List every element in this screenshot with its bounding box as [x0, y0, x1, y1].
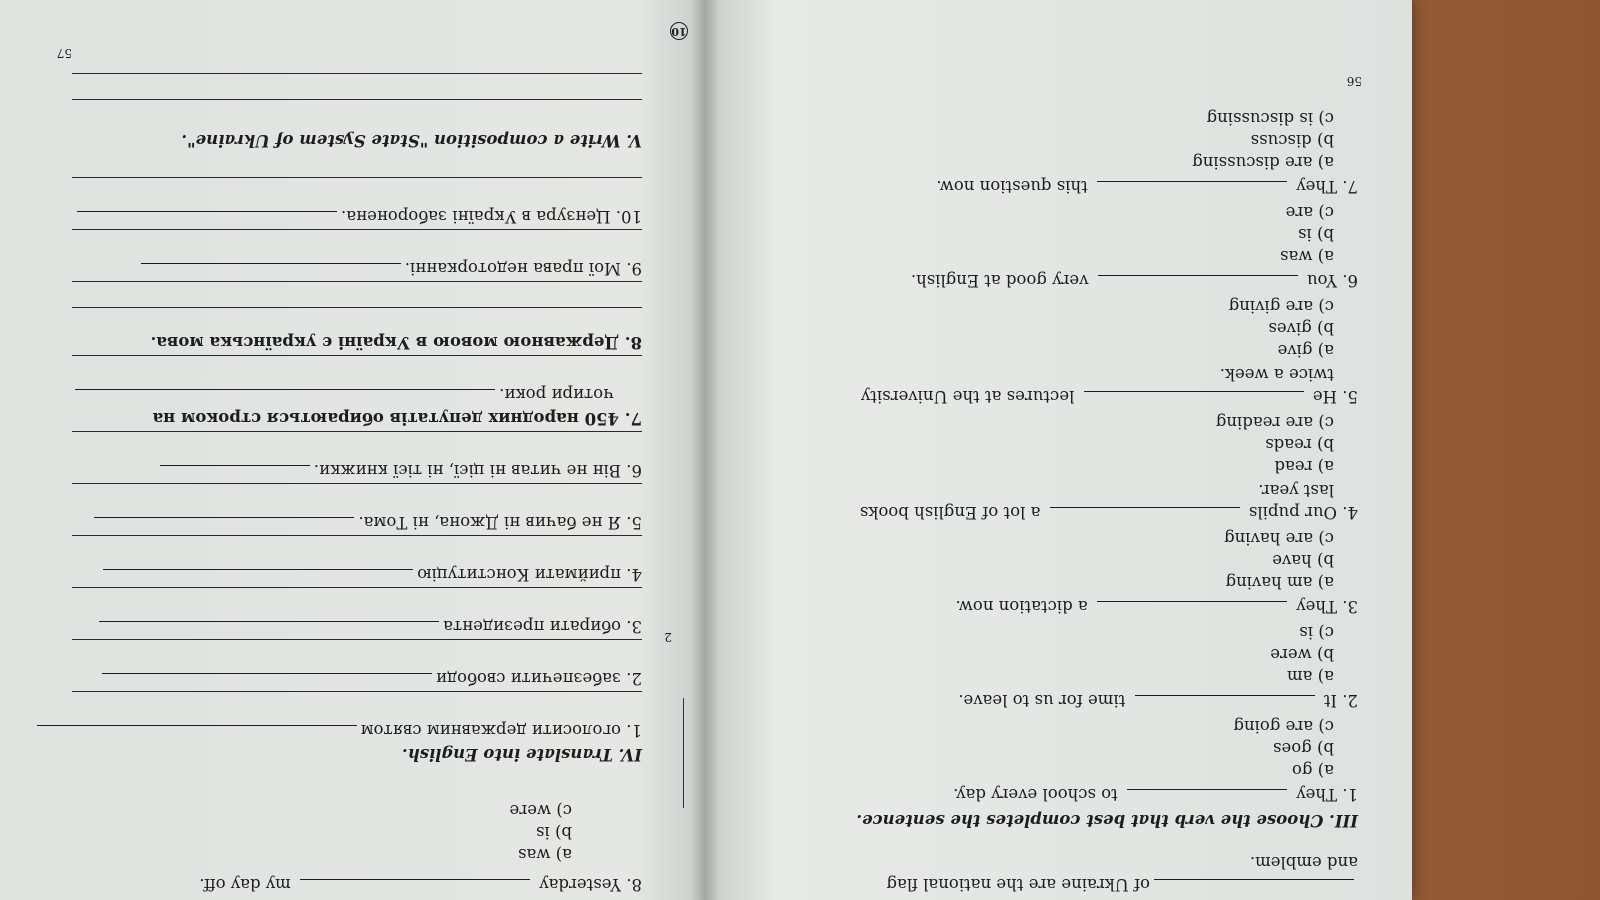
option[interactable]: a) was	[1280, 247, 1334, 266]
option[interactable]: b) have	[1272, 551, 1334, 570]
answer-blank[interactable]	[1097, 181, 1287, 196]
answer-blank[interactable]	[1097, 601, 1287, 616]
answer-line[interactable]	[72, 587, 642, 588]
page-edge-mark	[683, 698, 684, 808]
answer-blank[interactable]	[300, 879, 530, 894]
answer-line[interactable]	[72, 229, 642, 230]
carryover-line: of Ukraine are the national flag	[886, 874, 1358, 894]
page-57	[22, 0, 687, 900]
option[interactable]: a) are discussing	[1192, 153, 1334, 172]
option[interactable]: b) discuss	[1250, 131, 1334, 150]
option[interactable]: a) was	[518, 845, 572, 864]
translate-item: 5. Я не бачив ні Джона, ні Тома.	[90, 512, 642, 532]
option[interactable]: a) read	[1274, 457, 1334, 476]
option[interactable]: b) is	[536, 823, 572, 842]
option[interactable]: b) reads	[1265, 435, 1334, 454]
translate-item: 7. 450 народних депутатів обираються строком на	[152, 409, 642, 428]
option[interactable]: c) were	[509, 801, 572, 820]
option[interactable]: c) are	[1285, 203, 1334, 222]
margin-mark: 2	[664, 630, 672, 644]
answer-blank[interactable]	[77, 211, 337, 226]
translate-item: 10. Цензура в Україні заборонена.	[73, 206, 642, 226]
option[interactable]: c) are having	[1224, 529, 1334, 548]
option[interactable]: b) goes	[1273, 739, 1334, 758]
answer-line[interactable]	[72, 483, 642, 484]
option[interactable]: b) were	[1270, 645, 1334, 664]
carryover-line-2: and emblem.	[1249, 853, 1358, 872]
answer-blank[interactable]	[141, 263, 401, 278]
option[interactable]: c) is discussing	[1206, 109, 1334, 128]
answer-blank[interactable]	[1154, 879, 1354, 894]
option[interactable]: c) are giving	[1228, 297, 1334, 316]
answer-blank[interactable]	[99, 621, 439, 636]
translate-item: 8. Державною мовою в Україні є українська мова.	[150, 333, 642, 352]
option[interactable]: c) is	[1299, 623, 1334, 642]
translate-item-continuation: чотири роки.	[71, 384, 614, 404]
answer-line[interactable]	[72, 355, 642, 356]
question-continuation: last year.	[1258, 481, 1334, 500]
option[interactable]: b) is	[1298, 225, 1334, 244]
book-spine	[690, 0, 720, 900]
answer-blank[interactable]	[103, 569, 413, 584]
translate-item: 3. обирати президента	[95, 616, 642, 636]
answer-line[interactable]	[72, 431, 642, 432]
answer-line[interactable]	[72, 535, 642, 536]
answer-blank[interactable]	[37, 725, 357, 740]
section-iv-title: IV. Translate into English.	[401, 745, 642, 764]
circled-page-marker: 10	[670, 22, 688, 40]
answer-line[interactable]	[72, 691, 642, 692]
answer-line[interactable]	[72, 73, 642, 74]
answer-blank[interactable]	[75, 389, 495, 404]
translate-item: 1. оголосити державним святом	[33, 720, 642, 740]
translate-item: 6. Він не читав ні цієї, ні тієї книжки.	[156, 460, 642, 480]
answer-blank[interactable]	[1135, 695, 1315, 710]
translate-item: 4. приймати Конституцію	[99, 564, 642, 584]
option[interactable]: b) gives	[1268, 319, 1334, 338]
page-56: of Ukraine are the national flag and emblem. III. Choose the verb that best completes the sentence. 1. They to school every day. a) go b) goes c) are going 2. It time for us to leave. a) am b) were c) is 3. They a dictation now. a) am having b) have c) are having 4. Our pupils a lot of English books last year. a) read b) reads c) are reading 5. He lectures at the University twice a week. a) give b) gives c) are giving 6. You very good at English. a) was b) is c) are 7. They this question now. a) are discussing b) discuss c) is discussing 56	[856, 74, 1362, 894]
option[interactable]: a) am	[1286, 667, 1334, 686]
answer-line[interactable]	[72, 177, 642, 178]
answer-blank[interactable]	[160, 465, 310, 480]
option[interactable]: a) give	[1277, 341, 1334, 360]
answer-line[interactable]	[72, 307, 642, 308]
translate-item: 2. забезпечити свободи	[98, 668, 642, 688]
answer-blank[interactable]	[1127, 789, 1287, 804]
question-8: 8. Yesterday my day off.	[199, 875, 642, 894]
answer-line[interactable]	[72, 99, 642, 100]
section-iii-title: III. Choose the verb that best completes the sentence.	[856, 811, 1358, 830]
option[interactable]: c) are reading	[1215, 413, 1334, 432]
section-v-title: V. Write a composition "State System of Ukraine".	[181, 131, 642, 150]
answer-blank[interactable]	[1050, 507, 1240, 522]
translate-item: 9. Мої права недоторканні.	[137, 258, 642, 278]
question-continuation: twice a week.	[1219, 365, 1334, 384]
option[interactable]: c) are going	[1233, 717, 1334, 736]
option[interactable]: a) go	[1291, 761, 1334, 780]
answer-blank[interactable]	[102, 673, 432, 688]
answer-blank[interactable]	[94, 517, 354, 532]
page-number: 56	[1346, 74, 1362, 88]
answer-blank[interactable]	[1098, 275, 1298, 290]
answer-blank[interactable]	[1084, 391, 1304, 406]
page-number: 57	[56, 46, 72, 60]
answer-line[interactable]	[72, 639, 642, 640]
answer-line[interactable]	[72, 281, 642, 282]
option[interactable]: a) am having	[1225, 573, 1334, 592]
